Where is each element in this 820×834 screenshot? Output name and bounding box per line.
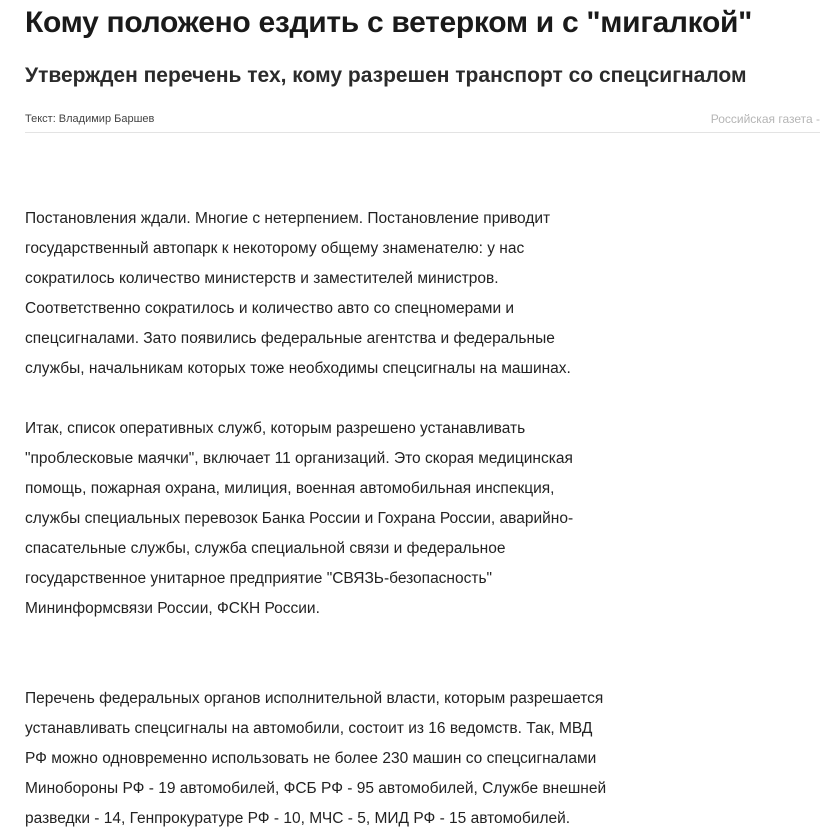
paragraph-spacer: [25, 624, 820, 684]
paragraph-spacer: [25, 384, 820, 414]
paragraph-line: сократилось количество министерств и заместителей министров.: [25, 270, 499, 287]
paragraph-line: Минобороны РФ - 19 автомобилей, ФСБ РФ - 95 автомобилей, Службе внешней: [25, 780, 607, 797]
paragraph-line: спасательные службы, служба специальной связи и федеральное: [25, 540, 506, 557]
paragraph-line: разведки - 14, Генпрокуратуре РФ - 10, МЧС - 5, МИД РФ - 15 автомобилей.: [25, 810, 571, 827]
paragraph-line: помощь, пожарная охрана, милиция, военная автомобильная инспекция,: [25, 480, 555, 497]
paragraph-line: Мининформсвязи России, ФСКН России.: [25, 600, 320, 617]
paragraph-line: Постановления ждали. Многие с нетерпением. Постановление приводит: [25, 210, 551, 227]
paragraph-line: устанавливать спецсигналы на автомобили, состоит из 16 ведомств. Так, МВД: [25, 720, 593, 737]
article-headline: Кому положено ездить с ветерком и с "мигалкой": [25, 6, 753, 39]
news-article: [25, 0, 820, 834]
paragraph-line: "проблесковые маячки", включает 11 организаций. Это скорая медицинская: [25, 450, 573, 467]
article-author: Текст: Владимир Баршев: [25, 113, 155, 125]
article-subtitle: Утвержден перечень тех, кому разрешен транспорт со спецсигналом: [25, 64, 747, 87]
paragraph-line: Соответственно сократилось и количество авто со спецномерами и: [25, 300, 515, 317]
article-body: [25, 204, 820, 834]
article-source-link[interactable]: Российская газета -: [710, 112, 820, 126]
article-paragraph: [25, 414, 820, 624]
paragraph-line: государственный автопарк к некоторому общему знаменателю: у нас: [25, 240, 525, 257]
paragraph-line: службы, начальникам которых тоже необходимы спецсигналы на машинах.: [25, 360, 571, 377]
paragraph-line: Перечень федеральных органов исполнительной власти, которым разрешается: [25, 690, 604, 707]
paragraph-line: государственное унитарное предприятие "СВЯЗЬ-безопасность": [25, 570, 493, 587]
article-paragraph: [25, 204, 820, 384]
paragraph-line: Итак, список оперативных служб, которым разрешено устанавливать: [25, 420, 526, 437]
paragraph-line: службы специальных перевозок Банка России и Гохрана России, аварийно-: [25, 510, 574, 527]
article-meta-bar: [25, 110, 820, 133]
article-paragraph: [25, 684, 820, 834]
paragraph-line: РФ можно одновременно использовать не более 230 машин со спецсигналами: [25, 750, 597, 767]
paragraph-line: спецсигналами. Зато появились федеральные агентства и федеральные: [25, 330, 555, 347]
